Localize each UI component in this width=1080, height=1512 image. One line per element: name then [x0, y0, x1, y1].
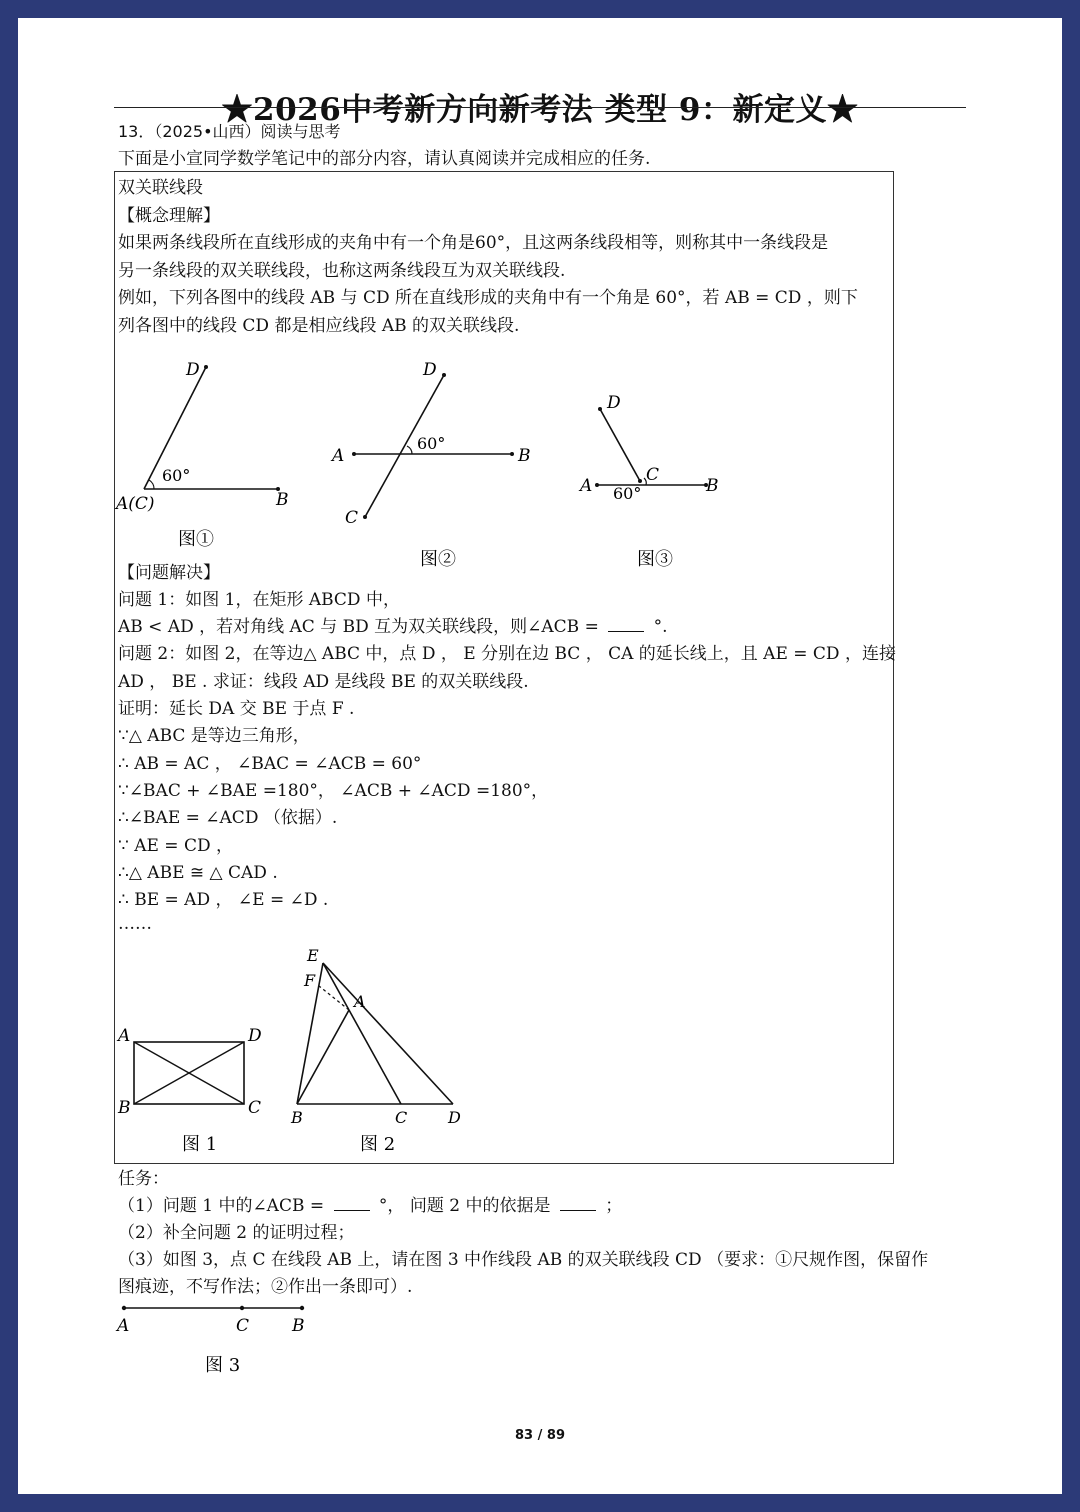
label-d: D [448, 1108, 461, 1127]
side-ac [349, 1010, 401, 1104]
label-d: D [423, 360, 437, 380]
label-a: A [580, 476, 593, 496]
point-a [122, 1306, 126, 1310]
answer-blank [608, 617, 644, 632]
label-e: E [307, 946, 319, 965]
concept-line: 如果两条线段所在直线形成的夹角中有一个角是60°，且这两条线段相等，则称其中一条线段是 [118, 233, 829, 253]
point-c [240, 1306, 244, 1310]
figure-2-circled [328, 343, 558, 570]
point-b [300, 1306, 304, 1310]
proof-line: ∴ BE = AD ， ∠E = ∠D . [118, 890, 329, 910]
label-angle: 60° [613, 484, 642, 503]
dashed-af [319, 986, 349, 1010]
label-b: B [291, 1108, 303, 1127]
page-number [18, 1428, 1062, 1443]
label-a: A [332, 446, 345, 466]
page-current: 83 [515, 1428, 534, 1443]
proof-line: 证明：延长 DA 交 BE 于点 F . [118, 699, 355, 719]
problem-intro: 下面是小宣同学数学笔记中的部分内容，请认真阅读并完成相应的任务. [118, 149, 651, 169]
solve-title: 【问题解决】 [118, 563, 220, 583]
point-a [352, 452, 356, 456]
side-ab [297, 1010, 349, 1104]
point-c [363, 515, 367, 519]
label-angle: 60° [417, 434, 446, 453]
point-a [595, 483, 599, 487]
page-total: 89 [546, 1428, 565, 1443]
question-2-line: AD ， BE . 求证：线段 AD 是线段 BE 的双关联线段. [118, 672, 529, 692]
answer-blank [560, 1196, 596, 1211]
proof-line: ∵△ ABC 是等边三角形， [118, 726, 310, 746]
label-a: A [117, 1316, 130, 1336]
label-c: C [646, 465, 660, 485]
caption: 图③ [637, 549, 673, 570]
question-1-line: 问题 1：如图 1，在矩形 ABCD 中， [118, 590, 400, 610]
label-c: C [395, 1108, 408, 1127]
segment-ed [323, 963, 453, 1104]
proof-line: ∴△ ABE ≅ △ CAD . [118, 863, 278, 883]
caption: 图② [420, 549, 456, 570]
angle-arc [149, 480, 154, 489]
figure-3-circled [578, 368, 758, 568]
task-1-text: ； [605, 1196, 623, 1216]
task-3-line: （3）如图 3，点 C 在线段 AB 上，请在图 3 中作线段 AB 的双关联线段 CD （要求：①尺规作图，保留作 [118, 1250, 929, 1270]
label-d: D [186, 360, 200, 380]
figure-3-segment [114, 1298, 334, 1398]
page-separator: / [537, 1428, 543, 1443]
caption: 图 3 [205, 1355, 241, 1376]
proof-line: ∴∠BAE = ∠ACD （依据）. [118, 808, 338, 828]
question-1-degree: °. [653, 617, 668, 637]
label-c: C [236, 1316, 250, 1336]
question-2-line: 问题 2：如图 2，在等边△ ABC 中，点 D ， E 分别在边 BC ， CA 的延长线上，且 AE = CD ，连接 [118, 644, 896, 664]
task-3-line: 图痕迹，不写作法；②作出一条即可）. [118, 1277, 413, 1297]
concept-line: 另一条线段的双关联线段，也称这两条线段互为双关联线段. [118, 261, 566, 281]
question-1-line [118, 617, 668, 637]
label-d: D [248, 1026, 262, 1046]
problem-number: 13．（2025•山西）阅读与思考 [118, 122, 341, 141]
proof-line: ∵∠BAC + ∠BAE =180°， ∠ACB + ∠ACD =180°， [118, 781, 549, 801]
figure-1-rectangle [114, 1023, 284, 1163]
label-b: B [118, 1098, 131, 1118]
point-d [204, 365, 208, 369]
concept-title: 【概念理解】 [118, 206, 220, 226]
label-ac: A(C) [116, 494, 155, 514]
tasks-title: 任务： [118, 1169, 169, 1189]
label-b: B [518, 446, 531, 466]
label-d: D [607, 393, 621, 413]
point-d [598, 407, 602, 411]
point-c [638, 479, 642, 483]
label-a: A [354, 992, 366, 1011]
title-divider [114, 107, 966, 108]
caption: 图 1 [182, 1134, 218, 1155]
label-c: C [345, 508, 359, 528]
label-b: B [706, 476, 719, 496]
proof-ellipsis: …… [118, 914, 152, 934]
angle-arc [407, 446, 412, 454]
proof-line: ∵ AE = CD ， [118, 836, 233, 856]
label-a: A [118, 1026, 131, 1046]
label-angle: 60° [162, 466, 191, 485]
page-title: ★2026中考新方向新考法 类型 9：新定义★ [221, 92, 859, 128]
segment-cd [600, 409, 640, 481]
task-2: （2）补全问题 2 的证明过程； [118, 1223, 355, 1243]
task-1-text: °， 问题 2 中的依据是 [378, 1196, 551, 1216]
proof-line: ∴ AB = AC ， ∠BAC = ∠ACB = 60° [118, 754, 422, 774]
label-b: B [292, 1316, 305, 1336]
question-1-text: AB < AD ，若对角线 AC 与 BD 互为双关联线段，则∠ACB = [118, 617, 599, 637]
caption: 图① [178, 529, 214, 550]
figure-1-circled [114, 353, 314, 563]
document-page [18, 18, 1062, 1494]
box-heading: 双关联线段 [118, 178, 203, 198]
concept-line: 例如，下列各图中的线段 AB 与 CD 所在直线形成的夹角中有一个角是 60°，若 AB = CD ，则下 [118, 288, 858, 308]
task-1-text: （1）问题 1 中的∠ACB = [118, 1196, 325, 1216]
label-f: F [304, 971, 316, 990]
caption: 图 2 [360, 1134, 396, 1155]
point-d [442, 373, 446, 377]
concept-line: 列各图中的线段 CD 都是相应线段 AB 的双关联线段. [118, 316, 520, 336]
point-b [510, 452, 514, 456]
figure-2-triangle [288, 943, 488, 1163]
label-b: B [276, 490, 289, 510]
task-1 [118, 1196, 622, 1216]
label-c: C [248, 1098, 262, 1118]
answer-blank [334, 1196, 370, 1211]
